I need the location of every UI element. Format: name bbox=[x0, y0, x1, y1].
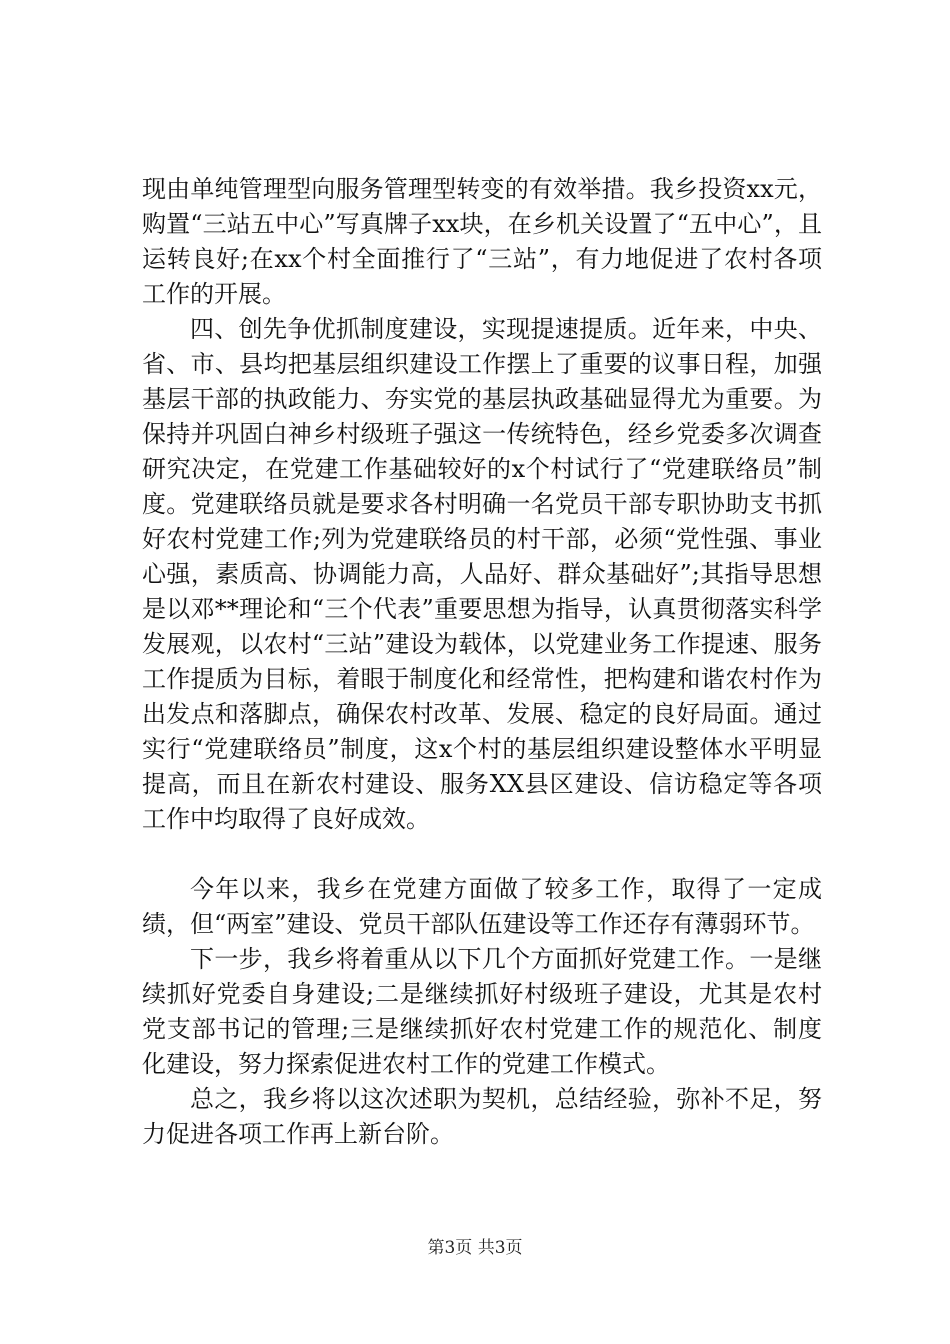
page-number-footer: 第3页 共3页 bbox=[427, 1238, 523, 1258]
paragraph-conclusion: 总之，我乡将以这次述职为契机，总结经验，弥补不足，努力促进各项工作再上新台阶。 bbox=[142, 1085, 822, 1148]
paragraph-section-four: 四、创先争优抓制度建设，实现提速提质。近年来，中央、省、市、县均把基层组织建设工作摆上了重要的议事日程，加强基层干部的执政能力、夯实党的基层执政基础显得尤为重要。为保持并巩固白神乡村级班子强这一传统特色，经乡党委多次调查研究决定，在党建工作基础较好的x个村试行了“党建联络员”制度。党建联络员就是要求各村明确一名党员干部专职协助支书抓好农村党建工作;列为党建联络员的村干部，必须“党性强、事业心强，素质高、协调能力高，人品好、群众基础好”;其指导思想是以邓**理论和“三个代表”重要思想为指导，认真贯彻落实科学发展观，以农村“三站”建设为载体，以党建业务工作提速、服务工作提质为目标，着眼于制度化和经常性，把构建和谐农村作为出发点和落脚点，确保农村改革、发展、稳定的良好局面。通过实行“党建联络员”制度，这x个村的基层组织建设整体水平明显提高，而且在新农村建设、服务XX县区建设、信访稳定等各项工作中均取得了良好成效。 bbox=[142, 315, 822, 833]
paragraph-this-year: 今年以来，我乡在党建方面做了较多工作，取得了一定成绩，但“两室”建设、党员干部队伍建设等工作还存有薄弱环节。 bbox=[142, 875, 822, 938]
document-body bbox=[142, 172, 822, 1152]
paragraph-continuation: 现由单纯管理型向服务管理型转变的有效举措。我乡投资xx元，购置“三站五中心”写真牌子xx块，在乡机关设置了“五中心”，且运转良好;在xx个村全面推行了“三站”，有力地促进了农村各项工作的开展。 bbox=[142, 175, 822, 308]
paragraph-next-step: 下一步，我乡将着重从以下几个方面抓好党建工作。一是继续抓好党委自身建设;二是继续抓好村级班子建设，尤其是农村党支部书记的管理;三是继续抓好农村党建工作的规范化、制度化建设，努力探索促进农村工作的党建工作模式。 bbox=[142, 945, 822, 1078]
paragraph-gap bbox=[142, 837, 822, 872]
